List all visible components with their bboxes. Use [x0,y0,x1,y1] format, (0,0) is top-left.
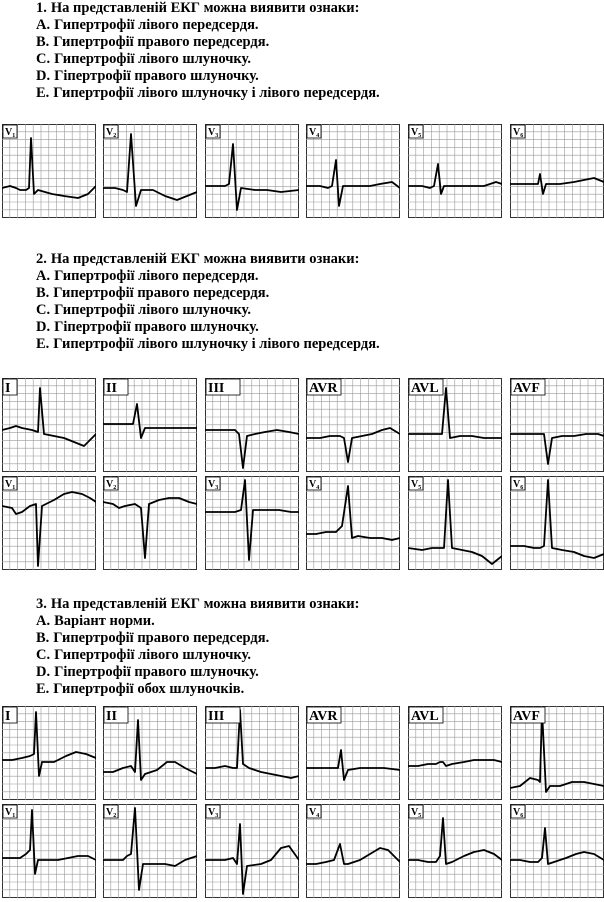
lead-label [307,707,341,724]
ecg-strip-v6 [510,804,604,900]
lead-label-text: $V_5$ [411,807,422,819]
option-text: Гипертрофії лівого передсердя. [54,268,259,284]
ecg-grid [205,378,299,472]
question-number: 3. [36,596,47,612]
ecg-grid [510,378,604,472]
ecg-grid [306,378,400,472]
question-number: 1. [36,0,47,16]
ecg-grid [306,804,400,898]
lead-label [3,125,17,139]
ecg-strip-v5 [408,476,504,572]
ecg-strip-avf [510,706,604,802]
lead-label [3,477,17,491]
ecg-strip-v1 [2,804,98,900]
lead-label-text: AVR [309,709,338,724]
ecg-strip-ii [103,706,199,802]
option-letter: E. [36,336,50,352]
ecg-strip-v4 [306,804,402,900]
option-text: Гипертрофії лівого шлуночку і лівого передсердя. [53,85,380,101]
lead-label-text: $V_1$ [5,807,16,819]
option-d[interactable] [36,68,596,85]
option-d[interactable] [36,664,596,681]
option-letter: B. [36,630,50,646]
lead-label [104,477,118,491]
lead-label-text: $V_2$ [106,807,117,819]
option-text: Гипертрофії лівого шлуночку. [54,51,251,67]
lead-label [511,477,525,491]
ecg-grid [103,124,197,218]
option-c[interactable] [36,647,596,664]
question-text: На представленій ЕКГ можна виявити ознаки: [50,596,360,612]
ecg-strip-v2 [103,476,199,572]
option-e[interactable] [36,336,596,353]
option-letter: B. [36,285,50,301]
lead-label-text: $V_6$ [513,807,524,819]
ecg-strip-v6 [510,476,604,572]
option-a[interactable] [36,613,596,630]
lead-label [511,805,525,819]
lead-label [206,125,220,139]
question-title [36,251,596,268]
option-c[interactable] [36,302,596,319]
ecg-strip-iii [205,378,301,474]
ecg-grid [205,476,299,570]
ecg-grid [103,378,197,472]
lead-label-text: AVL [411,709,439,724]
lead-label [307,379,341,396]
lead-label-text: $V_5$ [411,479,422,491]
ecg-row-q3-limb [0,706,604,802]
ecg-strip-v5 [408,804,504,900]
lead-label-text: $V_6$ [513,479,524,491]
lead-label [3,707,17,724]
ecg-strip-v2 [103,124,199,220]
ecg-grid [205,124,299,218]
ecg-strip-i [2,706,98,802]
option-e[interactable] [36,681,596,698]
question-3 [36,596,596,698]
option-text: Гипертрофії лівого шлуночку. [54,302,251,318]
option-b[interactable] [36,34,596,51]
lead-label-text: III [208,381,225,396]
ecg-strip-v4 [306,476,402,572]
question-1 [36,0,596,102]
lead-label [206,379,240,396]
ecg-row-q3-chest [0,804,604,900]
option-e[interactable] [36,85,596,102]
option-text: Гіпертрофії правого шлуночку. [54,664,259,680]
option-letter: A. [36,613,51,629]
ecg-strip-v6 [510,124,604,220]
ecg-strip-avl [408,706,504,802]
lead-label [206,477,220,491]
option-text: Гипертрофії правого передсердя. [53,630,270,646]
option-text: Гіпертрофії правого шлуночку. [54,68,259,84]
lead-label [307,125,321,139]
ecg-strip-avr [306,378,402,474]
option-text: Гипертрофії лівого шлуночку і лівого передсердя. [53,336,380,352]
ecg-grid [408,476,502,570]
option-d[interactable] [36,319,596,336]
ecg-grid [2,476,96,570]
question-text: На представленій ЕКГ можна виявити ознаки: [50,251,360,267]
option-text: Варіант норми. [54,613,155,629]
lead-label [104,379,128,396]
question-2 [36,251,596,353]
ecg-grid [408,378,502,472]
ecg-grid [2,378,96,472]
ecg-grid [408,706,502,800]
option-letter: C. [36,647,51,663]
ecg-grid [510,476,604,570]
ecg-strip-avl [408,378,504,474]
option-letter: E. [36,681,50,697]
option-text: Гіпертрофії правого шлуночку. [54,319,259,335]
lead-label-text: $V_4$ [309,127,320,139]
lead-label-text: AVF [513,381,540,396]
option-letter: E. [36,85,50,101]
option-text: Гипертрофії правого передсердя. [53,285,270,301]
ecg-strip-i [2,378,98,474]
ecg-grid [103,804,197,898]
option-letter: D. [36,664,51,680]
ecg-row-q1-chest [0,124,604,220]
lead-label [409,477,423,491]
lead-label [511,707,545,724]
ecg-grid [306,476,400,570]
option-text: Гипертрофії правого передсердя. [53,34,270,50]
ecg-grid [408,804,502,898]
option-a[interactable] [36,17,596,34]
ecg-grid [510,804,604,898]
ecg-strip-avr [306,706,402,802]
lead-label [511,379,545,396]
lead-label [511,125,525,139]
lead-label [206,707,240,724]
question-title [36,0,596,17]
option-letter: D. [36,319,51,335]
lead-label-text: $V_4$ [309,807,320,819]
ecg-grid [2,706,96,800]
ecg-strip-v3 [205,804,301,900]
ecg-row-q2-limb [0,378,604,474]
ecg-grid [205,804,299,898]
ecg-grid [103,706,197,800]
lead-label-text: I [5,709,11,724]
ecg-strip-v2 [103,804,199,900]
lead-label-text: I [5,381,11,396]
ecg-grid [2,804,96,898]
lead-label [104,125,118,139]
ecg-grid [306,706,400,800]
option-b[interactable] [36,630,596,647]
option-a[interactable] [36,268,596,285]
ecg-grid [510,706,604,800]
lead-label-text: $V_4$ [309,479,320,491]
ecg-grid [306,124,400,218]
ecg-strip-v1 [2,476,98,572]
option-text: Гипертрофії лівого шлуночку. [54,647,251,663]
lead-label-text: $V_3$ [208,479,219,491]
lead-label-text: III [208,709,225,724]
ecg-strip-v4 [306,124,402,220]
question-text: На представленій ЕКГ можна виявити ознаки: [50,0,360,16]
ecg-strip-iii [205,706,301,802]
lead-label [409,707,443,724]
lead-label-text: AVL [411,381,439,396]
ecg-grid [2,124,96,218]
option-c[interactable] [36,51,596,68]
lead-label [409,805,423,819]
lead-label-text: $V_6$ [513,127,524,139]
option-b[interactable] [36,285,596,302]
ecg-strip-ii [103,378,199,474]
ecg-grid [408,124,502,218]
lead-label [206,805,220,819]
option-letter: C. [36,51,51,67]
lead-label-text: AVR [309,381,338,396]
question-title [36,596,596,613]
lead-label-text: $V_3$ [208,127,219,139]
lead-label-text: $V_3$ [208,807,219,819]
ecg-grid [510,124,604,218]
lead-label [409,125,423,139]
option-text: Гипертрофії обох шлуночків. [53,681,245,697]
lead-label [3,805,17,819]
ecg-strip-v5 [408,124,504,220]
lead-label [3,379,17,396]
option-letter: A. [36,17,51,33]
lead-label-text: $V_1$ [5,479,16,491]
option-letter: D. [36,68,51,84]
ecg-grid [205,706,299,800]
option-letter: A. [36,268,51,284]
lead-label [409,379,443,396]
lead-label [104,805,118,819]
ecg-grid [103,476,197,570]
lead-label-text: $V_2$ [106,479,117,491]
lead-label-text: II [106,381,117,396]
lead-label [307,805,321,819]
lead-label [307,477,321,491]
ecg-strip-v3 [205,124,301,220]
ecg-strip-avf [510,378,604,474]
lead-label-text: II [106,709,117,724]
lead-label-text: $V_5$ [411,127,422,139]
ecg-row-q2-chest [0,476,604,572]
ecg-strip-v1 [2,124,98,220]
option-letter: C. [36,302,51,318]
lead-label-text: AVF [513,709,540,724]
option-letter: B. [36,34,50,50]
lead-label [104,707,128,724]
ecg-strip-v3 [205,476,301,572]
option-text: Гипертрофії лівого передсердя. [54,17,259,33]
lead-label-text: $V_1$ [5,127,16,139]
question-number: 2. [36,251,47,267]
lead-label-text: $V_2$ [106,127,117,139]
